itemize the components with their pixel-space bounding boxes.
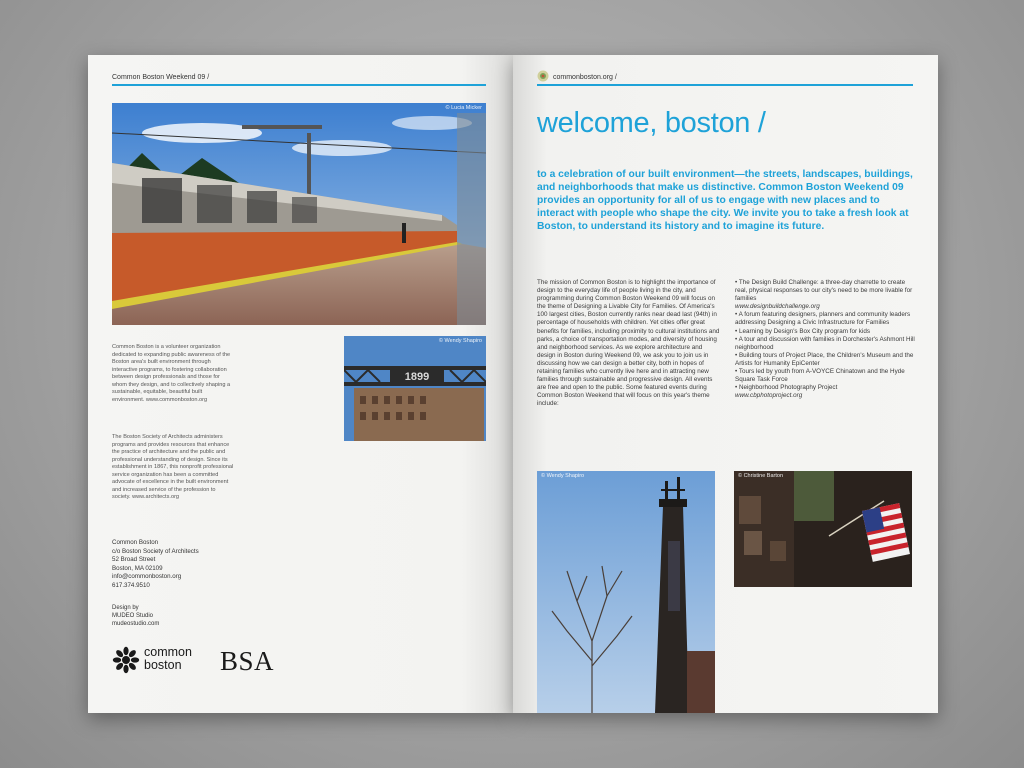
contact-line1: c/o Boston Society of Architects <box>112 547 199 555</box>
common-boston-wordmark <box>144 646 192 671</box>
list-item: • Tours led by youth from A-VOYCE Chinatown and the Hyde Square Task Force <box>735 368 905 384</box>
tower-photo <box>537 471 715 713</box>
common-boston-logo <box>112 646 202 676</box>
left-page <box>88 55 513 713</box>
list-item: • Learning by Design's Box City program for kids <box>735 327 870 335</box>
sign-year-text: 1899 <box>404 371 430 383</box>
wordmark-line1: common <box>144 645 192 659</box>
train-photo <box>112 103 486 325</box>
right-header-rule <box>537 84 913 86</box>
list-item: • The Design Build Challenge: a three-day charrette to create real, physical responses to our city's need to be more livable for families <box>735 279 913 303</box>
list-item: • A forum featuring designers, planners and community leaders addressing Designing a Civic Infrastructure for Families <box>735 311 911 327</box>
contact-email[interactable]: info@commonboston.org <box>112 573 182 581</box>
mission-paragraph: The mission of Common Boston is to highlight the importance of design to the everyday life of people living in the city, and programming during Common Boston Weekend 09 will focus on the theme of Designing a Livable City for Families. Of America's 100 largest cities, Boston currently ranks near dead last (94th) in percentage of households with children. Yet cities offer great benefits for families, including proximity to cultural institutions and parks, a choice of transportation modes, and diversity of housing and neighborhood services. As we explore architecture and design in Boston during Weekend 09, we ask you to join us in discussing how we can design a better city, both in hopes of retaining families who currently live here and in attracting new families through sustainable and progressive design. All events are free and open to the public. Some featured events during Common Boston Weekend that will focus on this year's theme include: <box>537 279 720 408</box>
contact-line2: 52 Broad Street <box>112 556 156 564</box>
design-studio: MUDEO Studio <box>112 613 154 619</box>
list-item: • Building tours of Project Place, the Children's Museum and the Artists for Humanity EpiCenter <box>735 351 914 367</box>
list-item: • Neighborhood Photography Project <box>735 384 838 392</box>
design-url[interactable]: mudeostudio.com <box>112 621 160 627</box>
common-boston-small-logo-icon <box>537 70 549 82</box>
sign-photo <box>344 336 486 441</box>
list-item-link[interactable]: www.designbuildchallenge.org <box>735 303 820 311</box>
train-photo-illustration <box>112 103 486 325</box>
flag-photo-illustration <box>734 471 912 587</box>
wordmark-line2: boston <box>144 657 182 672</box>
left-header-rule <box>112 84 486 86</box>
about-bsa: The Boston Society of Architects administers programs and provides resources that enhance the practice of architecture and the public and professional understanding of design. Since its establishment in 1867, this nonprofit professional service organization has been a committed advocate of excellence in the built environment and increased service of the profession to society. www.architects.org <box>112 434 234 500</box>
bsa-logo: BSA <box>220 646 275 676</box>
featured-events-list <box>735 279 915 400</box>
design-by-label: Design by <box>112 605 139 611</box>
common-boston-logo-mark-icon <box>112 646 140 674</box>
contact-block <box>112 539 242 591</box>
page-title: welcome, boston / <box>537 107 766 139</box>
sign-photo-illustration <box>344 336 486 441</box>
sign-photo-credit: © Wendy Shapiro <box>438 338 482 344</box>
list-item: • A tour and discussion with families in Dorchester's Ashmont Hill neighborhood <box>735 335 915 351</box>
list-item-link[interactable]: www.cbphotoproject.org <box>735 392 803 400</box>
tower-photo-credit: © Wendy Shapiro <box>541 473 585 479</box>
brochure-spread <box>88 55 938 713</box>
train-photo-credit: © Lucia Micker <box>445 105 482 111</box>
flag-photo <box>734 471 912 587</box>
tower-photo-illustration <box>537 471 715 713</box>
contact-line3: Boston, MA 02109 <box>112 564 163 572</box>
lead-paragraph: to a celebration of our built environment—the streets, landscapes, buildings, and neighborhoods that make us distinctive. Common Boston Weekend 09 provides an opportunity for all of us to engage with new places and to interact with people who shape the city. We invite you to take a fresh look at Boston, to understand its history and to imagine its future. <box>537 169 913 232</box>
flag-photo-credit: © Christine Barton <box>738 473 784 479</box>
contact-name: Common Boston <box>112 539 159 546</box>
contact-phone: 617.374.9510 <box>112 581 150 589</box>
right-page <box>513 55 938 713</box>
design-credit-block <box>112 604 242 628</box>
left-running-head: Common Boston Weekend 09 / <box>112 74 210 81</box>
right-running-head: commonboston.org / <box>553 74 617 81</box>
about-common-boston: Common Boston is a volunteer organization dedicated to expanding public awareness of the Boston area's built environment through interactive programs, to fostering collaboration between design professionals and those for whom they design, and to collectively shaping a sustainable, equitable, beautiful built environment. www.commonboston.org <box>112 344 231 403</box>
